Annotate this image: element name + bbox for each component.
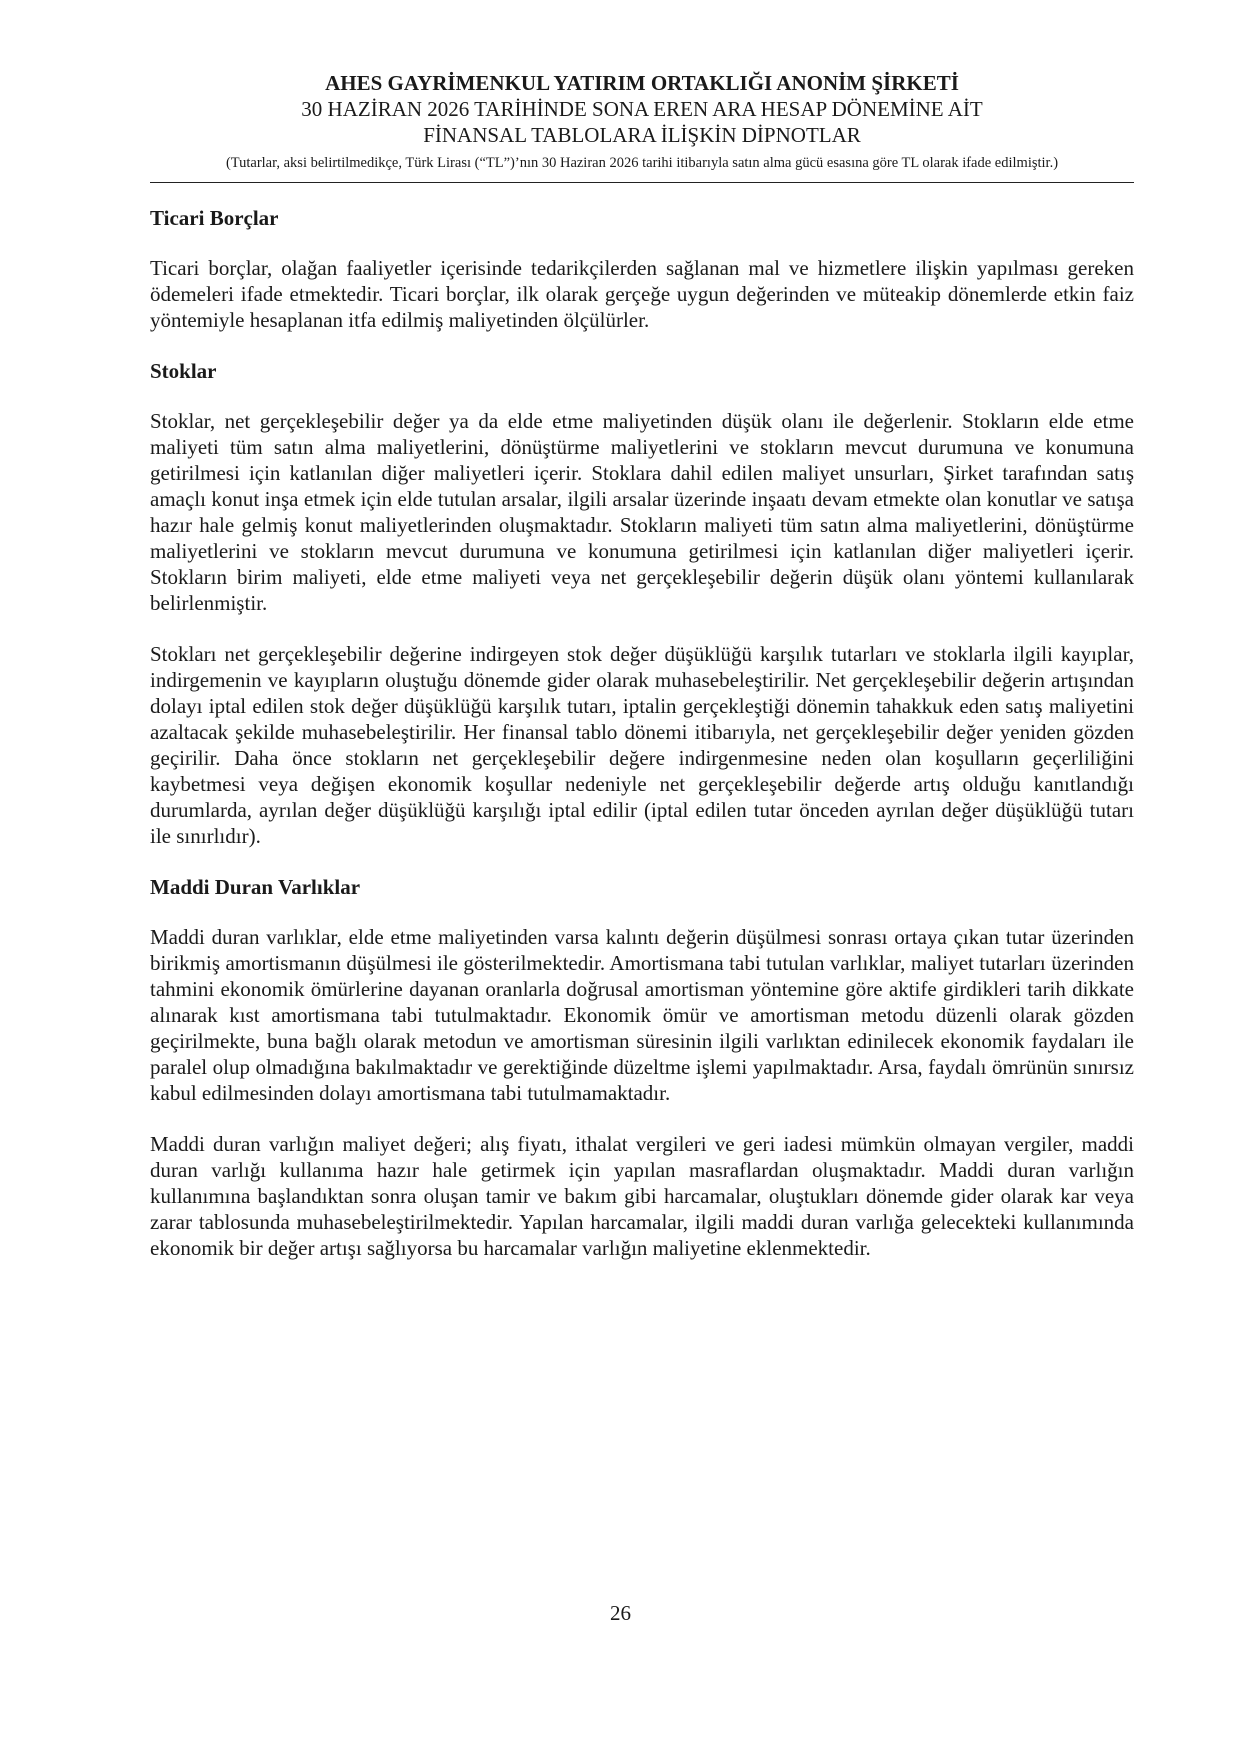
section-maddi-duran-varliklar <box>150 874 1134 1261</box>
section-title: Stoklar <box>150 359 217 383</box>
company-name: AHES GAYRİMENKUL YATIRIM ORTAKLIĞI ANONİM ŞİRKETİ <box>325 71 959 95</box>
page-number: 26 <box>610 1601 631 1625</box>
paragraph: Ticari borçlar, olağan faaliyetler içerisinde tedarikçilerden sağlanan mal ve hizmetlere ilişkin yapılması gereken ödemeleri ifade etmektedir. Ticari borçlar, ilk olarak gerçeğe uygun değerinden ve müteakip dönemlerde etkin faiz yöntemiyle hesaplanan itfa edilmiş maliyetinden ölçülürler. <box>150 256 1134 332</box>
document-body <box>150 205 1134 1286</box>
report-period: 30 HAZİRAN 2026 TARİHİNDE SONA EREN ARA HESAP DÖNEMİNE AİT <box>301 97 983 121</box>
report-title: FİNANSAL TABLOLARA İLİŞKİN DİPNOTLAR <box>423 123 861 147</box>
header-divider <box>150 182 1134 183</box>
section-title: Ticari Borçlar <box>150 206 279 230</box>
paragraph: Stokları net gerçekleşebilir değerine indirgeyen stok değer düşüklüğü karşılık tutarları ve stoklarla ilgili kayıplar, indirgemenin ve kayıpların oluştuğu dönemde gider olarak muhasebeleştirilir. Net gerçekleşebilir değerin artışından dolayı iptal edilen stok değer düşüklüğü karşılık tutarı, iptalin gerçekleştiği dönemin tahakkuk eden satış maliyetini azaltacak şekilde muhasebeleştirilir. Her finansal tablo dönemi itibarıyla, net gerçekleşebilir değer yeniden gözden geçirilir. Daha önce stokların net gerçekleşebilir değere indirgenmesine neden olan koşulların geçerliliğini kaybetmesi veya değişen ekonomik koşullar nedeniyle net gerçekleşebilir değerde artış olduğu kanıtlandığı durumlarda, ayrılan değer düşüklüğü karşılığı iptal edilir (iptal edilen tutar önceden ayrılan değer düşüklüğü tutarı ile sınırlıdır). <box>150 642 1134 848</box>
paragraph: Maddi duran varlığın maliyet değeri; alış fiyatı, ithalat vergileri ve geri iadesi mümkün olmayan vergiler, maddi duran varlığı kullanıma hazır hale getirmek için yapılan masraflardan oluşmaktadır. Maddi duran varlığın kullanımına başlandıktan sonra oluşan tamir ve bakım gibi harcamalar, oluştukları dönemde gider olarak kar veya zarar tablosunda muhasebeleştirilmektedir. Yapılan harcamalar, ilgili maddi duran varlığa gelecekteki kullanımında ekonomik bir değer artışı sağlıyorsa bu harcamalar varlığın maliyetine eklenmektedir. <box>150 1132 1134 1260</box>
paragraph: Maddi duran varlıklar, elde etme maliyetinden varsa kalıntı değerin düşülmesi sonrası ortaya çıkan tutar üzerinden birikmiş amortismanın düşülmesi ile gösterilmektedir. Amortismana tabi tutulan varlıklar, maliyet tutarları üzerinden tahmini ekonomik ömürlerine dayanan oranlarla doğrusal amortisman yöntemine göre aktife girdikleri tarih dikkate alınarak kıst amortismana tabi tutulmaktadır. Ekonomik ömür ve amortisman metodu düzenli olarak gözden geçirilmekte, buna bağlı olarak metodun ve amortisman süresinin ilgili varlıktan edinilecek ekonomik faydaları ile paralel olup olmadığına bakılmaktadır ve gerektiğinde düzeltme işlemi yapılmaktadır. Arsa, faydalı ömrünün sınırsız kabul edilmesinden dolayı amortismana tabi tutulmamaktadır. <box>150 925 1134 1105</box>
paragraph: Stoklar, net gerçekleşebilir değer ya da elde etme maliyetinden düşük olanı ile değerlenir. Stokların elde etme maliyeti tüm satın alma maliyetlerini, dönüştürme maliyetlerini ve stokların mevcut durumuna ve konumuna getirilmesi için katlanılan diğer maliyetleri içerir. Stoklara dahil edilen maliyet unsurları, Şirket tarafından satış amaçlı konut inşa etmek için elde tutulan arsalar, ilgili arsalar üzerinde inşaatı devam etmekte olan konutlar ve satışa hazır hale gelmiş konut maliyetlerinden oluşmaktadır. Stokların maliyeti tüm satın alma maliyetlerini, dönüştürme maliyetlerini ve stokların mevcut durumuna ve konumuna getirilmesi için katlanılan diğer maliyetleri içerir. Stokların birim maliyeti, elde etme maliyeti veya net gerçekleşebilir değerin düşük olanı yöntemi kullanılarak belirlenmiştir. <box>150 409 1134 615</box>
section-stoklar <box>150 358 1134 849</box>
section-ticari-borclar <box>150 205 1134 333</box>
page-header <box>150 70 1134 189</box>
section-title: Maddi Duran Varlıklar <box>150 875 361 899</box>
currency-note: (Tutarlar, aksi belirtilmedikçe, Türk Lirası (“TL”)’nın 30 Haziran 2026 tarihi itibarıyla satın alma gücü esasına göre TL olarak ifade edilmiştir.) <box>225 155 1059 171</box>
